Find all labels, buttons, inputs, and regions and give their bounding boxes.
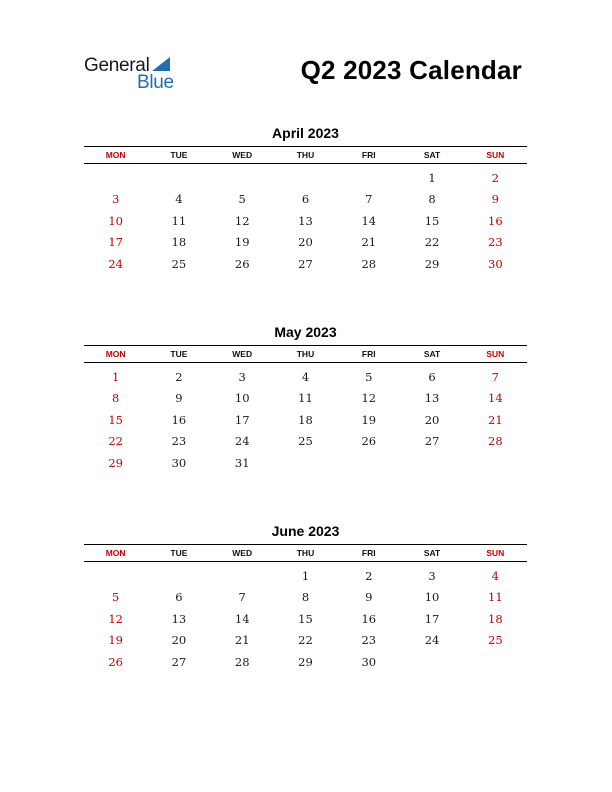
day-cell: 12 [108, 611, 123, 626]
day-cell: 13 [171, 611, 187, 626]
weekday-header: THU [296, 349, 315, 359]
month-title: April 2023 [272, 125, 339, 141]
day-cell: 21 [234, 633, 250, 648]
day-cell: 27 [171, 654, 187, 669]
day-cell: 25 [298, 434, 313, 449]
week-row [84, 167, 527, 189]
day-cell: 19 [361, 412, 377, 427]
day-cell: 2 [365, 568, 373, 583]
day-cell: 1 [428, 170, 436, 185]
day-cell: 5 [111, 590, 120, 605]
day-cell: 10 [234, 391, 250, 406]
weekday-header: MON [105, 150, 126, 160]
day-cell: 11 [488, 590, 503, 605]
weekday-header: WED [232, 150, 253, 160]
day-cell: 13 [298, 213, 313, 228]
day-cell: 30 [488, 256, 503, 271]
day-cell: 14 [234, 611, 250, 626]
day-cell: 21 [488, 412, 503, 427]
day-cell: 18 [488, 611, 503, 626]
day-cell: 1 [111, 369, 120, 384]
day-cell: 20 [298, 235, 313, 250]
day-cell: 24 [234, 434, 250, 449]
day-cell: 15 [298, 611, 313, 626]
day-cell: 10 [108, 213, 123, 228]
weekday-header: SUN [486, 548, 505, 558]
day-cell: 12 [234, 213, 250, 228]
day-cell: 8 [301, 590, 310, 605]
day-cell: 2 [491, 170, 499, 185]
weekday-header: TUE [170, 150, 188, 160]
weekday-header-row [84, 544, 527, 562]
day-cell: 26 [234, 256, 250, 271]
week-row [84, 608, 527, 630]
day-cell: 27 [424, 434, 440, 449]
day-cell: 18 [171, 235, 187, 250]
week-row [84, 630, 527, 652]
day-cell: 1 [301, 568, 310, 583]
weekday-header: FRI [361, 150, 376, 160]
day-cell: 29 [298, 654, 313, 669]
day-cell: 8 [428, 192, 436, 207]
day-cell: 7 [491, 369, 499, 384]
week-row [84, 232, 527, 254]
day-cell: 3 [238, 369, 246, 384]
day-cell: 2 [175, 369, 183, 384]
day-cell: 30 [171, 455, 187, 470]
weekday-header: TUE [170, 548, 188, 558]
day-cell: 24 [108, 256, 123, 271]
day-cell: 23 [488, 235, 503, 250]
day-cell: 14 [488, 391, 503, 406]
generalblue-logo [84, 52, 184, 92]
day-cell: 13 [424, 391, 440, 406]
weekday-header: FRI [361, 548, 376, 558]
day-cell: 18 [298, 412, 313, 427]
day-cell: 27 [298, 256, 313, 271]
weekday-header: SAT [423, 150, 441, 160]
day-cell: 25 [488, 633, 503, 648]
day-cell: 3 [111, 192, 120, 207]
page-title: Q2 2023 Calendar [300, 55, 522, 85]
week-row [84, 651, 527, 673]
day-cell: 11 [171, 213, 187, 228]
day-cell: 9 [365, 590, 373, 605]
day-cell: 28 [234, 654, 250, 669]
day-cell: 6 [175, 590, 183, 605]
month-block [84, 522, 527, 673]
weekday-header: WED [232, 548, 253, 558]
day-cell: 20 [171, 633, 187, 648]
day-cell: 22 [298, 633, 313, 648]
month-title: May 2023 [274, 324, 337, 340]
day-cell: 20 [424, 412, 440, 427]
day-cell: 4 [175, 192, 183, 207]
day-cell: 23 [171, 434, 187, 449]
day-cell: 16 [361, 611, 377, 626]
weekday-header: SUN [486, 349, 505, 359]
day-cell: 14 [361, 213, 377, 228]
day-cell: 5 [365, 369, 373, 384]
day-cell: 16 [488, 213, 503, 228]
day-cell: 11 [298, 391, 313, 406]
logo-blue-text: Blue [137, 72, 174, 93]
day-cell: 28 [488, 434, 503, 449]
day-cell: 29 [424, 256, 440, 271]
day-cell: 5 [238, 192, 246, 207]
week-row [84, 452, 527, 474]
day-cell: 9 [491, 192, 499, 207]
month-block [84, 124, 527, 275]
weekday-header: SAT [423, 548, 441, 558]
day-cell: 15 [108, 412, 123, 427]
day-cell: 24 [424, 633, 440, 648]
week-row [84, 388, 527, 410]
day-cell: 19 [234, 235, 250, 250]
weekday-header: WED [232, 349, 253, 359]
weekday-header: SUN [486, 150, 505, 160]
weekday-header-row [84, 345, 527, 363]
day-cell: 4 [491, 568, 499, 583]
day-cell: 30 [361, 654, 377, 669]
day-cell: 7 [365, 192, 373, 207]
week-row [84, 431, 527, 453]
day-cell: 15 [424, 213, 440, 228]
day-cell: 8 [111, 391, 120, 406]
weekday-header: THU [296, 150, 315, 160]
day-cell: 12 [361, 391, 377, 406]
week-row [84, 409, 527, 431]
day-cell: 6 [301, 192, 310, 207]
day-cell: 21 [361, 235, 377, 250]
week-row [84, 253, 527, 275]
week-row [84, 587, 527, 609]
weekday-header: MON [105, 349, 126, 359]
month-title: June 2023 [271, 523, 340, 539]
weekday-header: SAT [423, 349, 441, 359]
weekday-header: TUE [170, 349, 188, 359]
day-cell: 31 [234, 455, 250, 470]
day-cell: 3 [428, 568, 436, 583]
day-cell: 10 [424, 590, 440, 605]
day-cell: 22 [108, 434, 123, 449]
day-cell: 29 [108, 455, 123, 470]
weekday-header-row [84, 146, 527, 164]
day-cell: 26 [108, 654, 123, 669]
day-cell: 22 [424, 235, 440, 250]
day-cell: 26 [361, 434, 377, 449]
day-cell: 6 [428, 369, 436, 384]
weekday-header: FRI [361, 349, 376, 359]
day-cell: 17 [424, 611, 440, 626]
logo-general-text: General [84, 55, 150, 76]
week-row [84, 366, 527, 388]
day-cell: 19 [108, 633, 123, 648]
week-row [84, 189, 527, 211]
day-cell: 25 [171, 256, 187, 271]
week-row [84, 565, 527, 587]
day-cell: 9 [175, 391, 183, 406]
day-cell: 28 [361, 256, 377, 271]
weekday-header: MON [105, 548, 126, 558]
month-block [84, 323, 527, 474]
day-cell: 17 [108, 235, 123, 250]
day-cell: 4 [301, 369, 310, 384]
day-cell: 16 [171, 412, 187, 427]
day-cell: 7 [238, 590, 246, 605]
day-cell: 17 [234, 412, 250, 427]
week-row [84, 210, 527, 232]
weekday-header: THU [296, 548, 315, 558]
day-cell: 23 [361, 633, 377, 648]
logo-triangle-icon [152, 57, 170, 71]
